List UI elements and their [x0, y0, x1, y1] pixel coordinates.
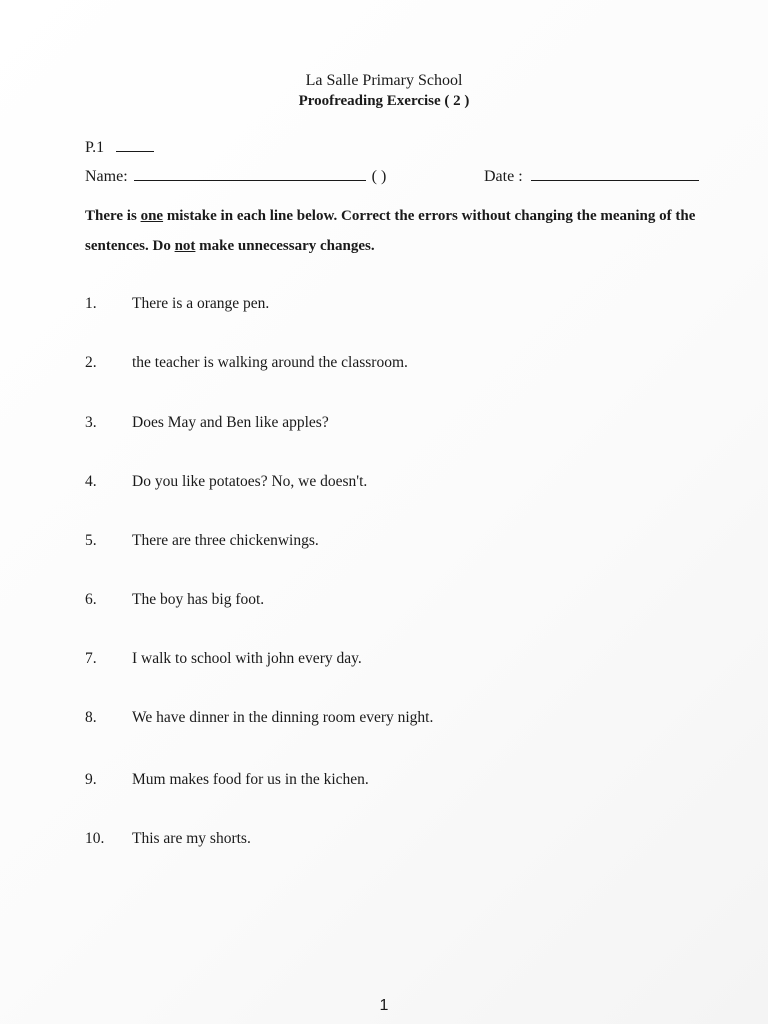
page-number: 1: [379, 997, 389, 1014]
class-blank: [116, 137, 154, 152]
worksheet-header: [0, 71, 768, 111]
exercise-number: 6.: [85, 591, 97, 608]
exercise-sentence: Do you like potatoes? No, we doesn't.: [132, 473, 368, 490]
date-field: [484, 166, 699, 187]
exercise-number: 3.: [85, 414, 97, 431]
exercise-item-2: [85, 353, 408, 373]
exercise-item-10: [85, 829, 251, 849]
class-number-parens: ( ): [371, 168, 387, 185]
exercise-sentence: The boy has big foot.: [132, 591, 265, 608]
instructions-part-3: make unnecessary changes.: [195, 238, 375, 254]
exercise-number: 7.: [85, 650, 97, 667]
instructions-emphasis-not: not: [174, 238, 196, 254]
exercise-number: 4.: [85, 473, 97, 490]
instructions: [85, 201, 705, 261]
exercise-number: 8.: [85, 709, 97, 726]
exercise-sentence: the teacher is walking around the classroom.: [132, 354, 408, 371]
name-label: Name:: [85, 168, 128, 185]
exercise-title: Proofreading Exercise ( 2 ): [298, 93, 470, 109]
exercise-item-7: [85, 649, 362, 669]
instructions-part-1: There is: [85, 208, 141, 224]
exercise-number: 5.: [85, 532, 97, 549]
exercise-item-4: [85, 472, 367, 492]
instructions-emphasis-one: one: [140, 208, 164, 224]
exercise-item-8: [85, 708, 433, 728]
exercise-number: 9.: [85, 771, 97, 788]
exercise-sentence: We have dinner in the dinning room every night.: [132, 709, 434, 726]
exercise-sentence: I walk to school with john every day.: [132, 650, 362, 667]
exercise-item-3: [85, 413, 329, 433]
date-label: Date :: [484, 168, 523, 185]
exercise-sentence: This are my shorts.: [132, 830, 251, 847]
school-name: La Salle Primary School: [305, 72, 463, 89]
exercise-item-5: [85, 531, 319, 551]
exercise-sentence: There is a orange pen.: [132, 295, 270, 312]
date-blank: [531, 166, 699, 181]
class-field: [85, 137, 154, 158]
exercise-sentence: Does May and Ben like apples?: [132, 414, 329, 431]
exercise-number: 10.: [85, 830, 105, 847]
exercise-item-9: [85, 770, 369, 790]
exercise-item-1: [85, 294, 269, 314]
name-date-row: [85, 166, 705, 187]
exercise-number: 2.: [85, 354, 97, 371]
name-blank: [134, 166, 366, 181]
instructions-part-2: mistake in each line below. Correct the errors without changing the meaning of the sentences. Do: [85, 208, 696, 254]
class-label: P.1: [85, 139, 105, 156]
exercise-item-6: [85, 590, 264, 610]
exercise-sentence: Mum makes food for us in the kichen.: [132, 771, 369, 788]
exercise-number: 1.: [85, 295, 97, 312]
exercise-sentence: There are three chickenwings.: [132, 532, 319, 549]
